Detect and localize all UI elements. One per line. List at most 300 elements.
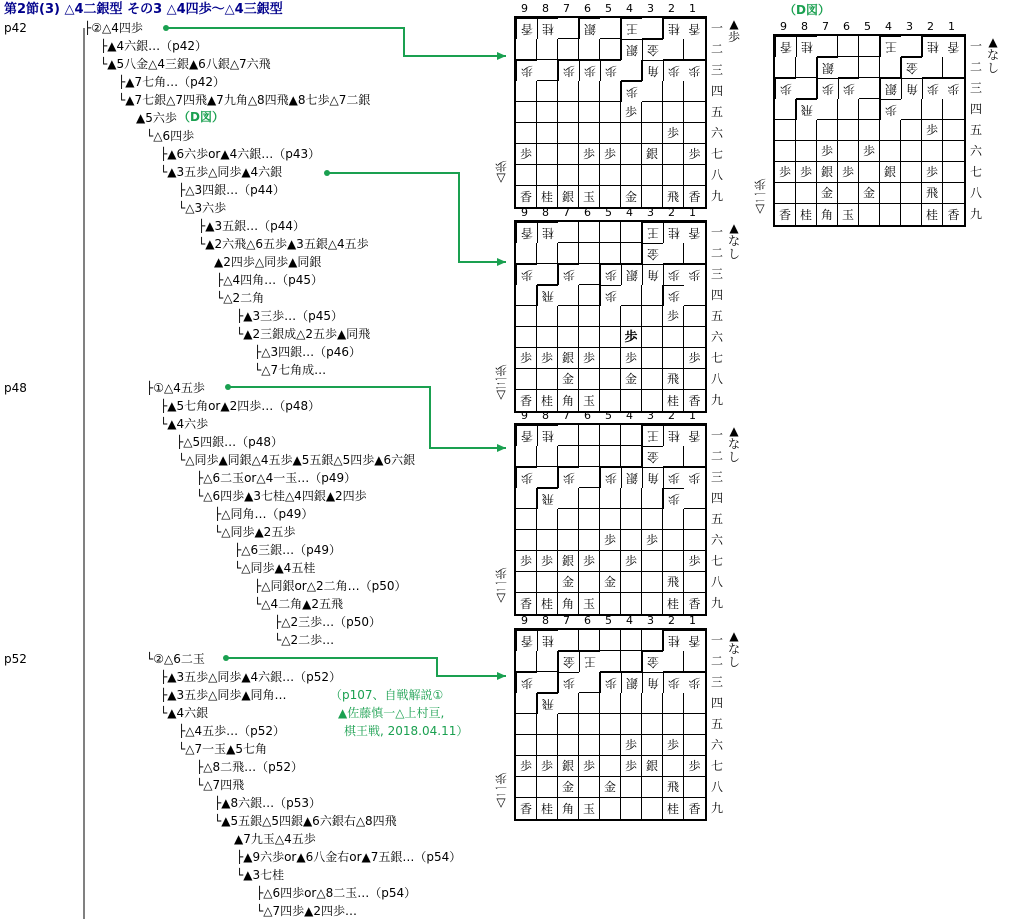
board-square <box>600 693 621 714</box>
board-square <box>642 18 663 39</box>
board-square <box>600 672 621 693</box>
sente-piece: 銀 <box>883 165 896 179</box>
gote-piece: 銀 <box>626 268 639 282</box>
board-square <box>663 446 684 467</box>
board-square <box>684 530 705 551</box>
row-label: 二 <box>711 654 724 668</box>
board-square <box>621 327 642 348</box>
gote-piece: 歩 <box>563 64 576 78</box>
column-label: 7 <box>822 20 829 33</box>
board-square <box>642 735 663 756</box>
board-square <box>558 285 579 306</box>
board-grid <box>773 34 966 227</box>
board-square <box>880 36 901 57</box>
sente-piece: 玉 <box>582 189 595 204</box>
row-labels <box>970 36 982 225</box>
gote-hand <box>494 771 508 810</box>
board-square <box>922 36 943 57</box>
tree-node: └△7四飛 <box>196 778 245 792</box>
board-square <box>600 798 621 819</box>
board-square <box>642 306 663 327</box>
board-square <box>579 714 600 735</box>
board-square <box>558 102 579 123</box>
board-square <box>642 467 663 488</box>
board-square <box>642 630 663 651</box>
board-square <box>537 572 558 593</box>
board-square <box>621 756 642 777</box>
tree-node: └▲4六歩 <box>160 417 209 431</box>
board-square <box>775 162 796 183</box>
hand-char: 三 <box>495 376 508 390</box>
board-square <box>621 165 642 186</box>
tree-node: ├△6四歩or△8二玉…（p54） <box>256 886 417 900</box>
sente-piece: 歩 <box>862 144 875 158</box>
board-square <box>579 488 600 509</box>
sente-piece: 桂 <box>540 596 553 611</box>
board-square <box>642 714 663 735</box>
sente-piece: 銀 <box>561 759 574 773</box>
board-square <box>516 39 537 60</box>
arrowhead <box>497 444 506 452</box>
sente-piece: 歩 <box>841 165 854 179</box>
column-label: 8 <box>542 409 549 422</box>
board-square <box>775 141 796 162</box>
gote-piece: 金 <box>647 450 660 464</box>
hand-char: 二 <box>754 190 767 204</box>
sente-piece: 歩 <box>582 554 595 568</box>
gote-piece: 歩 <box>584 64 597 78</box>
sente-piece: 歩 <box>925 123 938 137</box>
sente-piece: 歩 <box>666 126 679 140</box>
board-square <box>600 593 621 614</box>
tree-node: └▲5八金△4三銀▲6八銀△7六飛 <box>100 57 271 71</box>
board-square <box>516 630 537 651</box>
board-square <box>558 672 579 693</box>
board-square <box>663 714 684 735</box>
tree-node: ├△6三銀…（p49） <box>234 543 341 557</box>
board-square <box>796 141 817 162</box>
board-square <box>796 162 817 183</box>
board-square <box>642 165 663 186</box>
row-label: 二 <box>711 246 724 260</box>
sente-piece: 金 <box>862 186 875 200</box>
gote-piece: 歩 <box>688 676 701 690</box>
board-square <box>600 348 621 369</box>
board-square <box>663 39 684 60</box>
row-label: 六 <box>711 533 724 547</box>
board-square <box>537 264 558 285</box>
board-square <box>516 327 537 348</box>
sente-piece: 歩 <box>688 147 701 161</box>
sente-piece: 桂 <box>540 393 553 408</box>
board-square <box>537 348 558 369</box>
gote-piece: 歩 <box>668 471 681 485</box>
board-square <box>880 78 901 99</box>
gote-piece: 銀 <box>626 676 639 690</box>
board-square <box>838 57 859 78</box>
board-square <box>901 120 922 141</box>
board-square <box>663 572 684 593</box>
tree-node: └△7一玉▲5七角 <box>178 742 267 756</box>
board-square <box>663 390 684 411</box>
board-square <box>922 204 943 225</box>
sente-piece: 金 <box>603 575 616 589</box>
column-label: 4 <box>626 409 633 422</box>
hand-char: ▲ <box>729 221 739 235</box>
board-square <box>579 102 600 123</box>
board-square <box>621 693 642 714</box>
board-square <box>684 551 705 572</box>
sente-piece: 歩 <box>582 759 595 773</box>
sente-piece: 歩 <box>799 165 812 179</box>
board-square <box>684 18 705 39</box>
board-square <box>579 348 600 369</box>
board-square <box>684 467 705 488</box>
board-square <box>558 348 579 369</box>
board-square <box>775 120 796 141</box>
sente-piece: 玉 <box>582 393 595 408</box>
board-square <box>516 572 537 593</box>
board-square <box>642 60 663 81</box>
board-square <box>642 672 663 693</box>
board-square <box>558 777 579 798</box>
sente-hand <box>727 18 741 44</box>
hand-char: な <box>727 642 740 656</box>
board-square <box>558 243 579 264</box>
board-square <box>579 306 600 327</box>
sente-piece: 角 <box>561 801 574 816</box>
board-square <box>558 186 579 207</box>
sente-piece: 香 <box>519 393 532 408</box>
gote-piece: 歩 <box>822 82 835 96</box>
hand-char: △ <box>755 203 765 217</box>
board-square <box>943 183 964 204</box>
board-square <box>775 204 796 225</box>
tree-node: └△6四歩▲3七桂△4四銀▲2四歩 <box>196 489 367 503</box>
d-diagram-label-inline: （D図） <box>178 110 224 124</box>
board-square <box>663 672 684 693</box>
sente-hand <box>727 425 741 464</box>
column-label: 7 <box>563 409 570 422</box>
row-label: 一 <box>711 225 724 239</box>
board-square <box>558 390 579 411</box>
board-square <box>684 777 705 798</box>
board-square <box>516 777 537 798</box>
board-square <box>642 593 663 614</box>
sente-piece: 歩 <box>603 147 616 161</box>
column-labels <box>514 2 703 15</box>
board-square <box>859 57 880 78</box>
board-square <box>621 425 642 446</box>
row-labels <box>711 222 723 411</box>
board-square <box>642 488 663 509</box>
board-square <box>684 630 705 651</box>
sente-piece: 角 <box>561 393 574 408</box>
board-square <box>859 183 880 204</box>
board-square <box>558 306 579 327</box>
board-square <box>537 630 558 651</box>
sente-piece: 桂 <box>540 801 553 816</box>
board-square <box>621 630 642 651</box>
board-square <box>901 57 922 78</box>
board-square <box>600 551 621 572</box>
board-square <box>838 120 859 141</box>
board-square <box>579 777 600 798</box>
board-square <box>621 285 642 306</box>
board-square <box>838 141 859 162</box>
board-square <box>943 120 964 141</box>
row-label: 一 <box>711 21 724 35</box>
tree-node: ├▲3五歩△同歩▲同角… <box>160 688 287 702</box>
board-square <box>684 446 705 467</box>
board-square <box>663 81 684 102</box>
board-square <box>516 264 537 285</box>
board-square <box>558 446 579 467</box>
board-square <box>600 651 621 672</box>
board-square <box>537 714 558 735</box>
gote-piece: 王 <box>647 226 660 240</box>
board-square <box>558 39 579 60</box>
row-label: 三 <box>711 63 724 77</box>
board-square <box>621 264 642 285</box>
row-label: 三 <box>970 81 983 95</box>
board-square <box>775 36 796 57</box>
column-label: 1 <box>948 20 955 33</box>
column-label: 6 <box>843 20 850 33</box>
hand-char: △ <box>496 592 506 606</box>
gote-piece: 角 <box>647 471 660 485</box>
board-square <box>796 99 817 120</box>
row-label: 四 <box>711 288 724 302</box>
sente-piece: 歩 <box>666 309 679 323</box>
board-square <box>537 123 558 144</box>
board-square <box>600 735 621 756</box>
sente-piece: 香 <box>778 207 791 222</box>
sente-piece: 歩 <box>519 554 532 568</box>
board-square <box>642 651 663 672</box>
board-square <box>558 630 579 651</box>
row-label: 九 <box>970 207 983 221</box>
board-square <box>579 593 600 614</box>
board-square <box>901 141 922 162</box>
board-square <box>621 102 642 123</box>
board-square <box>600 714 621 735</box>
tree-node: ├△4四角…（p45） <box>216 273 323 287</box>
row-label: 一 <box>711 633 724 647</box>
row-label: 五 <box>711 105 724 119</box>
board-square <box>558 327 579 348</box>
gote-piece: 歩 <box>626 85 639 99</box>
sente-piece: 歩 <box>778 165 791 179</box>
board-square <box>663 348 684 369</box>
hand-char: ▲ <box>988 35 998 49</box>
hand-char: ▲ <box>729 17 739 31</box>
board-square <box>817 36 838 57</box>
column-label: 2 <box>927 20 934 33</box>
board-square <box>600 390 621 411</box>
row-labels <box>711 18 723 207</box>
board-square <box>663 102 684 123</box>
page-ref-p52: p52 <box>4 652 27 666</box>
tree-node: ├△同銀or△2二角…（p50） <box>254 579 407 593</box>
tree-node: └△3六歩 <box>178 201 227 215</box>
board-square <box>943 57 964 78</box>
board-square <box>621 651 642 672</box>
tree-node: ├△6二玉or△4一玉…（p49） <box>196 471 357 485</box>
board-square <box>642 264 663 285</box>
board-square <box>621 186 642 207</box>
tree-node: ├△3四銀…（p44） <box>178 183 285 197</box>
board-square <box>684 798 705 819</box>
board-square <box>684 735 705 756</box>
tree-node: ├▲3三歩…（p45） <box>236 309 343 323</box>
board-square <box>579 672 600 693</box>
board-square <box>642 777 663 798</box>
board-square <box>516 714 537 735</box>
board-square <box>579 222 600 243</box>
row-label: 四 <box>711 491 724 505</box>
column-label: 1 <box>689 614 696 627</box>
sente-piece: 金 <box>624 189 637 204</box>
board-square <box>684 348 705 369</box>
column-label: 3 <box>647 409 654 422</box>
board-square <box>579 60 600 81</box>
gote-piece: 香 <box>688 22 701 36</box>
arrowhead <box>497 258 506 266</box>
board-square <box>642 693 663 714</box>
column-label: 6 <box>584 206 591 219</box>
board-square <box>558 593 579 614</box>
tree-node: └▲3七桂 <box>236 868 285 882</box>
column-label: 7 <box>563 2 570 15</box>
board-square <box>684 714 705 735</box>
sente-piece: 玉 <box>841 207 854 222</box>
board-square <box>684 81 705 102</box>
hand-char: な <box>727 437 740 451</box>
sente-piece: 金 <box>624 372 637 386</box>
hand-char: ▲ <box>729 629 739 643</box>
board-square <box>600 327 621 348</box>
board-square <box>600 509 621 530</box>
board-square <box>621 714 642 735</box>
sente-piece: 金 <box>820 186 833 200</box>
board-square <box>558 693 579 714</box>
sente-piece: 歩 <box>519 351 532 365</box>
board-square <box>537 446 558 467</box>
board-square <box>558 123 579 144</box>
sente-piece: 香 <box>947 207 960 222</box>
hand-char: ▲ <box>729 424 739 438</box>
board-square <box>859 99 880 120</box>
board-square <box>579 369 600 390</box>
board-square <box>775 57 796 78</box>
board-square <box>579 630 600 651</box>
board-square <box>684 165 705 186</box>
board-square <box>516 530 537 551</box>
row-label: 七 <box>711 554 724 568</box>
board-square <box>600 165 621 186</box>
sente-piece: 歩 <box>624 738 637 752</box>
board-square <box>516 348 537 369</box>
board-square <box>642 123 663 144</box>
board-square <box>817 99 838 120</box>
board-square <box>516 651 537 672</box>
gote-piece: 桂 <box>927 40 940 54</box>
board-square <box>642 327 663 348</box>
board-square <box>684 572 705 593</box>
board-square <box>537 327 558 348</box>
board-square <box>621 306 642 327</box>
sente-piece: 歩 <box>582 351 595 365</box>
gote-piece: 金 <box>906 61 919 75</box>
board-square <box>516 756 537 777</box>
hand-char: 歩 <box>495 159 508 173</box>
board-square <box>880 99 901 120</box>
sente-hand <box>727 222 741 261</box>
board-grid <box>514 423 707 616</box>
board-square <box>600 102 621 123</box>
board-square <box>901 183 922 204</box>
hand-char: し <box>727 450 740 464</box>
tree-node: └▲2六飛△6五歩▲3五銀△4五歩 <box>198 237 369 251</box>
board-square <box>558 467 579 488</box>
board-square <box>621 735 642 756</box>
board-square <box>663 60 684 81</box>
arrowhead <box>497 52 506 60</box>
board-square <box>621 593 642 614</box>
board-square <box>684 756 705 777</box>
board-square <box>621 572 642 593</box>
sente-piece: 金 <box>561 780 574 794</box>
tree-node: └△6四歩 <box>146 129 195 143</box>
column-label: 1 <box>689 2 696 15</box>
board-square <box>642 285 663 306</box>
row-label: 七 <box>711 147 724 161</box>
board-square <box>901 36 922 57</box>
board-square <box>516 144 537 165</box>
sente-piece: 歩 <box>624 759 637 773</box>
board-square <box>579 693 600 714</box>
tree-node: ├▲3五歩△同歩▲4六銀…（p52） <box>160 670 342 684</box>
row-label: 四 <box>970 102 983 116</box>
sente-piece: 金 <box>561 372 574 386</box>
board-square <box>901 78 922 99</box>
board-square <box>817 162 838 183</box>
row-label: 七 <box>711 759 724 773</box>
arrowhead <box>497 672 506 680</box>
board-square <box>684 222 705 243</box>
gote-piece: 歩 <box>688 471 701 485</box>
gote-piece: 歩 <box>521 676 534 690</box>
board-square <box>537 102 558 123</box>
row-label: 九 <box>711 189 724 203</box>
board-square <box>621 243 642 264</box>
board-square <box>880 162 901 183</box>
board-square <box>537 39 558 60</box>
sente-piece: 角 <box>820 207 833 222</box>
sente-piece: 歩 <box>688 759 701 773</box>
board-square <box>579 327 600 348</box>
hand-char: 歩 <box>495 771 508 785</box>
hand-char: 歩 <box>495 363 508 377</box>
tree-node: └▲7七銀△7四飛▲7九角△8四飛▲8七歩△7二銀 <box>118 93 371 107</box>
board-square <box>775 78 796 99</box>
tree-node: └△2二歩… <box>274 633 335 647</box>
gote-piece: 角 <box>647 676 660 690</box>
board-square <box>621 222 642 243</box>
column-label: 1 <box>689 409 696 422</box>
row-label: 五 <box>970 123 983 137</box>
